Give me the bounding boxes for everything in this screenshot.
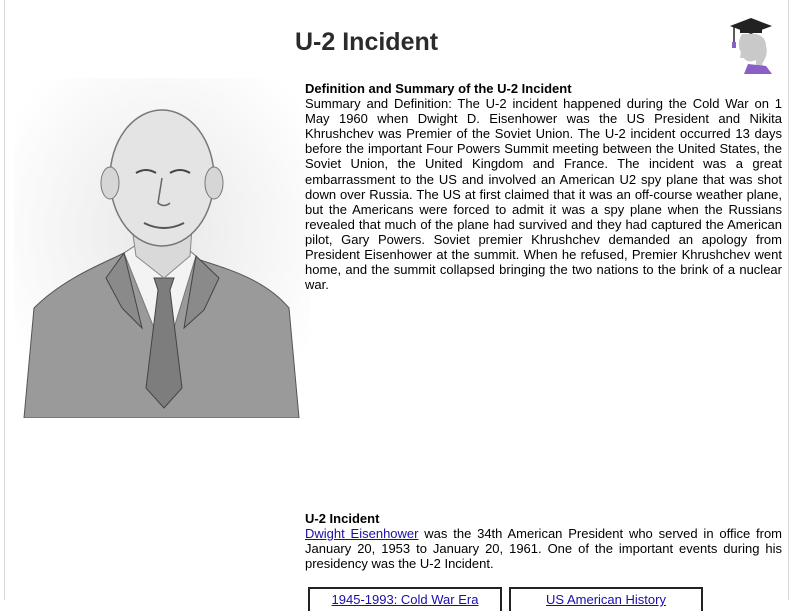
us-history-button[interactable] [509, 587, 703, 611]
definition-heading: Definition and Summary of the U-2 Incident [305, 81, 572, 96]
eisenhower-link[interactable]: Dwight Eisenhower [305, 526, 419, 542]
cold-war-era-link[interactable]: 1945-1993: Cold War Era [331, 592, 479, 607]
incident-body: was the 34th American President who served in office from January 20, 1953 to January 20, 1961. One of the important events during his presidency was the U-2 Incident. [305, 526, 783, 572]
cold-war-era-button[interactable] [308, 587, 502, 611]
incident-heading: U-2 Incident [305, 511, 380, 526]
us-history-link[interactable]: US American History [546, 592, 666, 607]
page-title: U-2 Incident [295, 28, 439, 56]
graduation-cap-silhouette-icon[interactable] [726, 18, 776, 76]
eisenhower-portrait [14, 78, 310, 418]
definition-body: Summary and Definition: The U-2 incident happened during the Cold War on 1 May 1960 when Dwight D. Eisenhower was the US President and Nikita Khrushchev was Premier of the Soviet Union. The U-2 incident occurred 13 days before the important Four Powers Summit meeting between the United States, the Soviet Union, the United Kingdom and France. The incident was a great embarrassment to the US and involved an American U2 spy plane that was shot down over Russia. The US at first claimed that it was an off-course weather plane, but the Americans were forced to admit it was a spy plane when the Russians revealed that much of the plane had survived and they had captured the American pilot, Gary Powers. Soviet premier Khrushchev demanded an apology from President Eisenhower at the summit. When he refused, Premier Khrushchev went home, and the summit collapsed bringing the two nations to the brink of a nuclear war. [305, 96, 782, 293]
definition-section [305, 81, 782, 292]
incident-section [305, 511, 782, 571]
